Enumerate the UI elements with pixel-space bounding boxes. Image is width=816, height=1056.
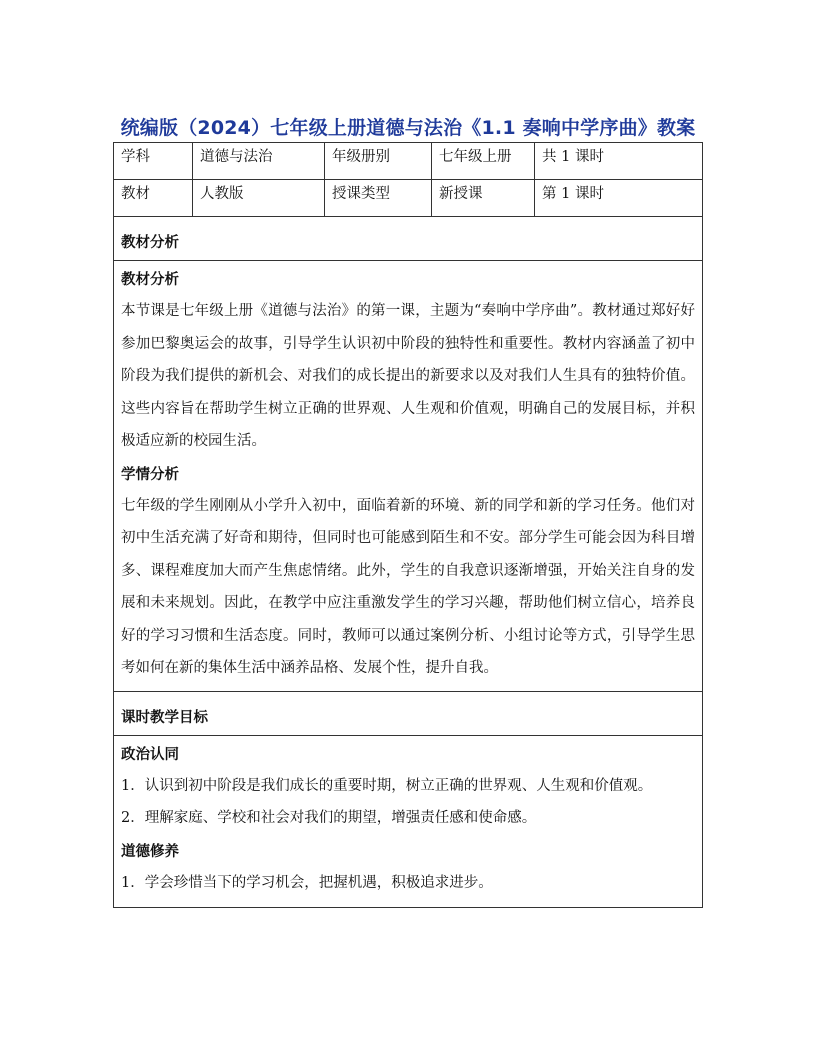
- info-row-1: [114, 143, 702, 180]
- political-goal-item: 1．认识到初中阶段是我们成长的重要时期，树立正确的世界观、人生观和价值观。: [121, 777, 653, 794]
- subject-value: 道德与法治: [193, 143, 325, 179]
- lesson-type-value: 新授课: [432, 180, 535, 216]
- textbook-label: 教材: [114, 180, 193, 216]
- textbook-analysis-heading: 教材分析: [121, 271, 179, 288]
- goals-section-body: [114, 736, 702, 908]
- goals-section-header: 课时教学目标: [114, 692, 702, 736]
- analysis-section-header: 教材分析: [114, 217, 702, 261]
- moral-goal-item: 1．学会珍惜当下的学习机会，把握机遇，积极追求进步。: [121, 874, 493, 891]
- political-goal-item: 2．理解家庭、学校和社会对我们的期望，增强责任感和使命感。: [121, 810, 537, 826]
- analysis-section-body: [114, 261, 702, 692]
- page-title: 统编版（2024）七年级上册道德与法治《1.1 奏响中学序曲》教案: [120, 117, 696, 139]
- political-identity-heading: 政治认同: [121, 745, 179, 763]
- student-analysis-text: 七年级的学生刚刚从小学升入初中，面临着新的环境、新的同学和新的学习任务。他们对初中生活充满了好奇和期待，但同时也可能感到陌生和不安。部分学生可能会因为科目增多、课程难度加大而产生焦虑情绪。此外，学生的自我意识逐渐增强，开始关注自身的发展和未来规划。因此，在教学中应注重激发学生的学习兴趣，帮助他们树立信心，培养良好的学习习惯和生活态度。同时，教师可以通过案例分析、小组讨论等方式，引导学生思考如何在新的集体生活中涵养品格、发展个性，提升自我。: [121, 497, 695, 676]
- subject-label: 学科: [114, 143, 193, 179]
- student-analysis-heading: 学情分析: [121, 465, 179, 483]
- grade-value: 七年级上册: [432, 143, 535, 179]
- textbook-analysis-text: 本节课是七年级上册《道德与法治》的第一课，主题为“奏响中学序曲”。教材通过郑好好参加巴黎奥运会的故事，引导学生认识初中阶段的独特性和重要性。教材内容涵盖了初中阶段为我们提供的新机会、对我们的成长提出的新要求以及对我们人生具有的独特价值。这些内容旨在帮助学生树立正确的世界观、人生观和价值观，明确自己的发展目标，并积极适应新的校园生活。: [121, 303, 695, 449]
- total-periods: 共 1 课时: [542, 149, 604, 165]
- grade-label: 年级册别: [325, 143, 432, 179]
- textbook-value: 人教版: [193, 180, 325, 216]
- current-period: 第 1 课时: [542, 186, 604, 202]
- lesson-type-label: 授课类型: [325, 180, 432, 216]
- info-row-2: [114, 180, 702, 217]
- moral-cultivation-heading: 道德修养: [121, 842, 179, 860]
- lesson-plan-table: [113, 142, 703, 908]
